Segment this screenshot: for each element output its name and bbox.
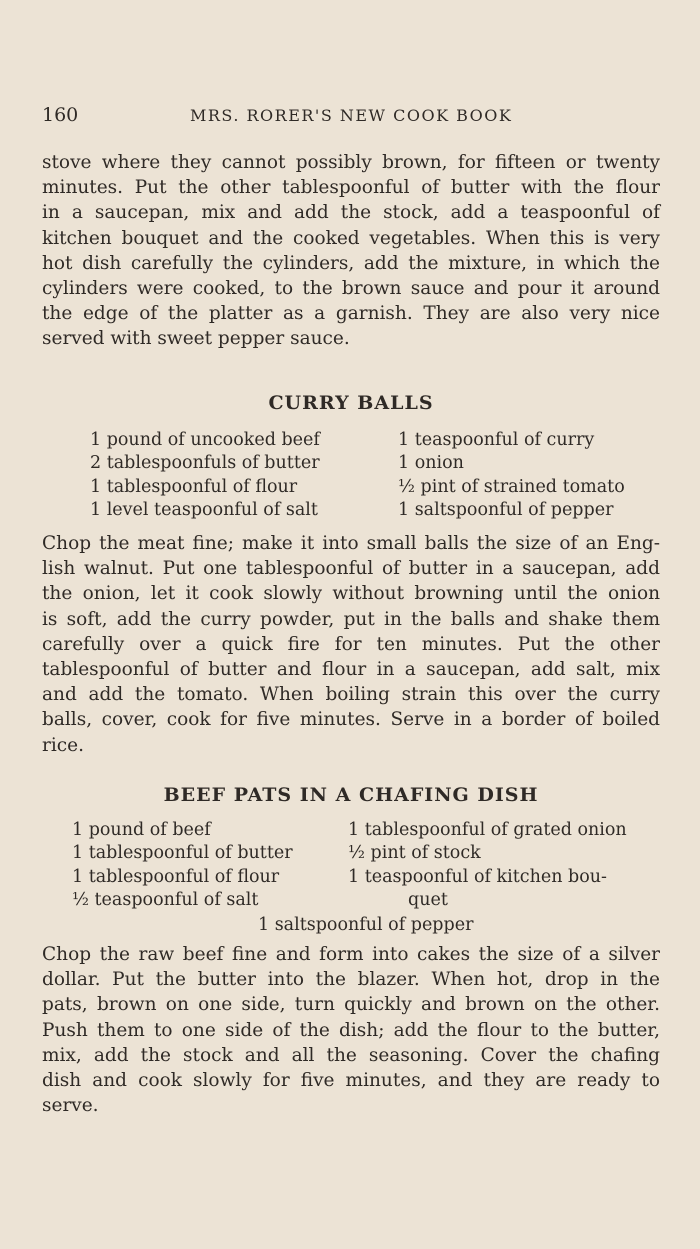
- text-line: and add the tomato. When boiling strain this over the curry: [42, 684, 660, 706]
- text-line: stove where they cannot possibly brown, for fifteen or twenty: [42, 152, 660, 173]
- curry-method: [42, 531, 660, 758]
- ingredient-line: 1 pound of beef: [72, 820, 211, 840]
- intro-paragraph: [42, 150, 660, 352]
- ingredient-line: 1 pound of uncooked beef: [90, 430, 320, 450]
- text-line: Chop the meat fine; make it into small balls the size of an Eng-: [42, 533, 660, 554]
- text-line: hot dish carefully the cylinders, add the mixture, in which the: [42, 252, 660, 274]
- ingredient-line: 1 teaspoonful of curry: [398, 430, 595, 450]
- text-line: Chop the raw beef fine and form into cakes the size of a silver: [42, 944, 660, 965]
- ingredient-line: 1 tablespoonful of flour: [90, 476, 298, 497]
- text-line: carefully over a quick fire for ten minutes. Put the other: [42, 633, 660, 655]
- text-line: pats, brown on one side, turn quickly and brown on the other.: [42, 994, 660, 1016]
- ingredient-line: ½ pint of stock: [348, 843, 481, 864]
- text-line: Push them to one side of the dish; add the flour to the butter,: [42, 1019, 660, 1041]
- page-number: 160: [42, 104, 79, 126]
- curry-ingredients-left: [90, 429, 320, 522]
- text-line: served with sweet pepper sauce.: [42, 328, 350, 350]
- ingredient-line: 1 tablespoonful of flour: [72, 866, 280, 887]
- text-line: kitchen bouquet and the cooked vegetables. When this is very: [42, 227, 660, 249]
- beef-ingredients-right: [348, 819, 627, 912]
- ingredient-line: 1 teaspoonful of kitchen bou-: [348, 866, 607, 887]
- text-line: mix, add the stock and all the seasoning. Cover the chafing: [42, 1044, 660, 1066]
- ingredient-line: 1 tablespoonful of butter: [72, 843, 293, 864]
- text-line: the edge of the platter as a garnish. They are also very nice: [42, 303, 660, 325]
- curry-ingredients-right: [398, 429, 625, 522]
- text-line: in a saucepan, mix and add the stock, add a teaspoonful of: [42, 202, 660, 224]
- recipe-title-beef-pats: BEEF PATS IN A CHAFING DISH: [163, 784, 539, 806]
- beef-ingredients-left: [72, 819, 293, 912]
- beef-method: [42, 942, 660, 1118]
- ingredient-line: ½ teaspoonful of salt: [72, 889, 259, 910]
- running-title: MRS. RORER'S NEW COOK BOOK: [190, 106, 513, 125]
- text-line: the onion, let it cook slowly without browning until the onion: [42, 583, 660, 605]
- text-line: serve.: [42, 1095, 99, 1117]
- ingredient-line: 2 tablespoonfuls of butter: [90, 453, 320, 474]
- page-header: [42, 104, 682, 134]
- ingredient-line: ½ pint of strained tomato: [398, 476, 625, 497]
- text-line: balls, cover, cook for five minutes. Serve in a border of boiled: [42, 709, 660, 731]
- text-line: cylinders were cooked, to the brown sauce and pour it around: [42, 278, 660, 300]
- text-line: dish and cook slowly for five minutes, and they are ready to: [42, 1070, 660, 1092]
- ingredient-line: 1 onion: [398, 453, 464, 474]
- text-line: is soft, add the curry powder, put in the balls and shake them: [42, 608, 660, 630]
- ingredient-line: 1 level teaspoonful of salt: [90, 499, 318, 520]
- text-line: dollar. Put the butter into the blazer. When hot, drop in the: [42, 969, 660, 991]
- text-line: tablespoonful of butter and flour in a saucepan, add salt, mix: [42, 659, 660, 681]
- beef-ingredient-center: 1 saltspoonful of pepper: [258, 915, 474, 935]
- ingredient-line: 1 tablespoonful of grated onion: [348, 820, 627, 840]
- text-line: minutes. Put the other tablespoonful of butter with the flour: [42, 177, 660, 199]
- text-line: lish walnut. Put one tablespoonful of butter in a saucepan, add: [42, 558, 660, 580]
- ingredient-line: 1 saltspoonful of pepper: [398, 499, 614, 520]
- text-line: rice.: [42, 734, 84, 756]
- ingredient-line: quet: [408, 889, 448, 910]
- recipe-title-curry-balls: CURRY BALLS: [268, 392, 434, 414]
